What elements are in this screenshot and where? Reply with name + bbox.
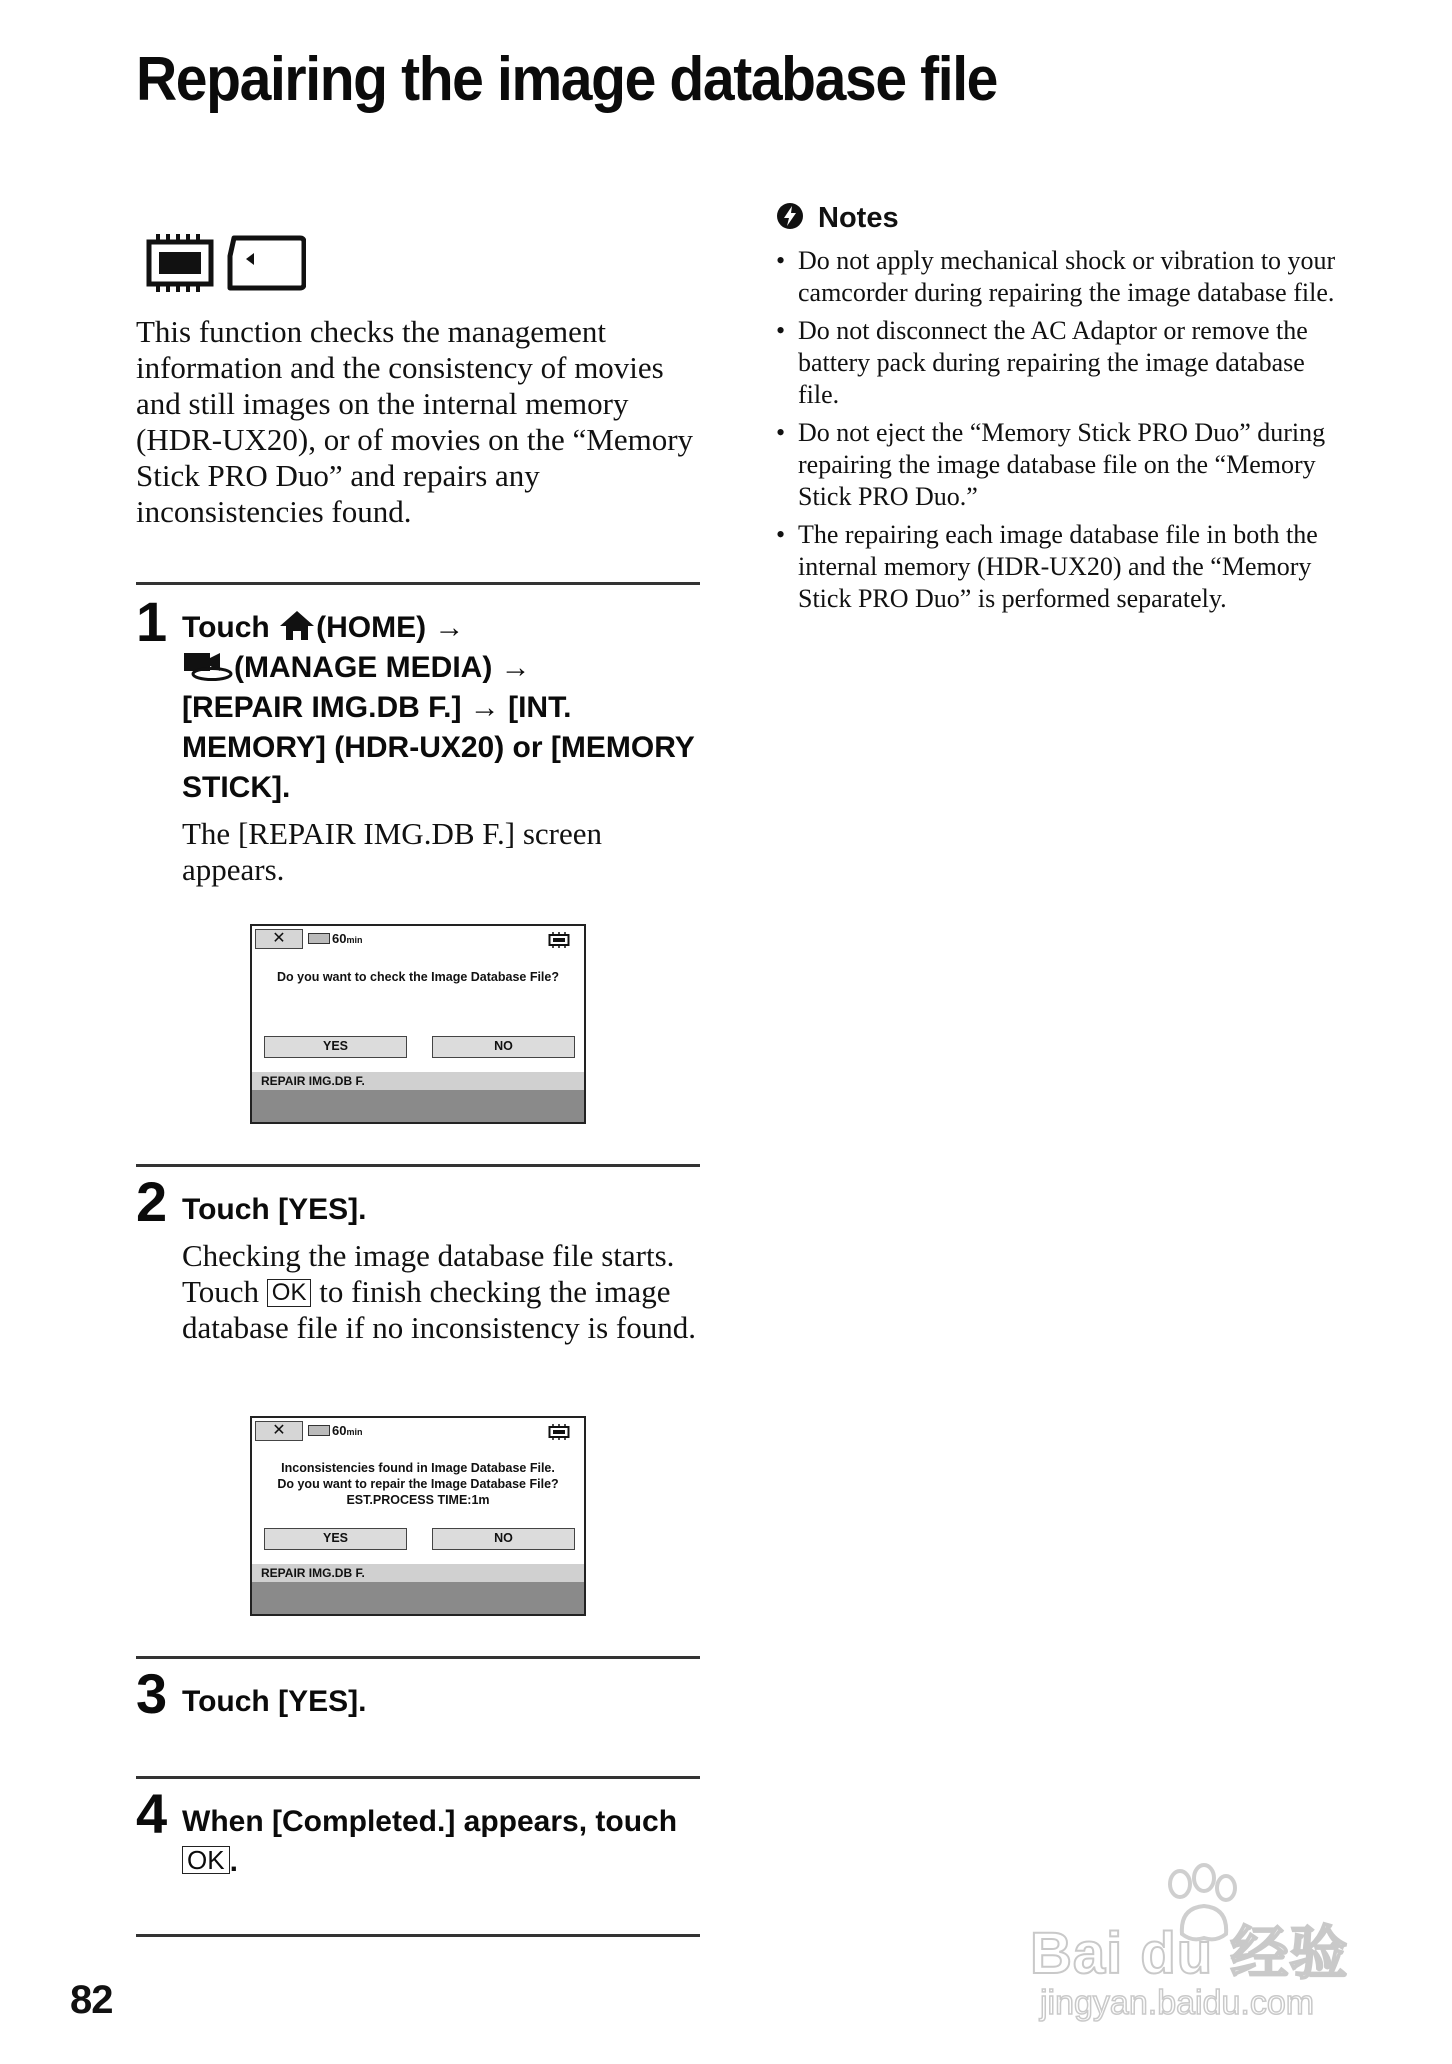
battery-icon [308, 1425, 330, 1436]
menu-title-bar: REPAIR IMG.DB F. [252, 1564, 584, 1582]
home-icon [278, 609, 316, 641]
screen-message: Do you want to check the Image Database File? [276, 970, 559, 984]
step-4-number: 4 [136, 1782, 168, 1845]
note-item: • Do not disconnect the AC Adaptor or remove the battery pack during repairing the image database file. [776, 315, 1342, 411]
step-1-number: 1 [136, 590, 168, 653]
step-1-instruction [182, 608, 702, 808]
yes-button[interactable]: YES [264, 1528, 407, 1550]
screen-message-line-1: Inconsistencies found in Image Database File. [281, 1461, 555, 1475]
page-title: Repairing the image database file [136, 45, 998, 114]
notes-heading [776, 200, 899, 236]
battery-icon [308, 933, 330, 944]
page-number: 82 [70, 1978, 113, 2022]
step-2-heading: Touch [YES]. [182, 1193, 367, 1226]
step-2-body [182, 1238, 712, 1346]
close-button[interactable]: ✕ [255, 1421, 303, 1441]
step-1-home: (HOME) → [316, 611, 465, 644]
camcorder-screen-repair [250, 1416, 586, 1616]
battery-unit: min [346, 935, 363, 945]
step-3-number: 3 [136, 1662, 168, 1725]
battery-minutes: 60 [332, 1423, 347, 1438]
ok-button-glyph: OK [267, 1279, 312, 1307]
internal-memory-icon [548, 932, 570, 948]
step-2-body-a: Checking the image database file starts. Touch [182, 1238, 675, 1309]
step-3 [182, 1682, 702, 1722]
notes-warning-icon [776, 202, 804, 230]
manage-media-icon [182, 649, 234, 681]
step-divider [136, 582, 700, 585]
step-divider [136, 1776, 700, 1779]
step-4 [182, 1802, 702, 1882]
media-icons [146, 232, 306, 294]
screen-footer [252, 1582, 584, 1614]
screen-message-line-2: Do you want to repair the Image Database File? [277, 1477, 559, 1491]
step-divider [136, 1164, 700, 1167]
step-2-body-b: to finish checking the image database file if no inconsistency is found. [182, 1274, 696, 1345]
step-2 [182, 1190, 712, 1346]
screen-footer [252, 1090, 584, 1122]
battery-remaining [332, 1423, 362, 1438]
step-1-rest: [REPAIR IMG.DB F.] → [INT. MEMORY] (HDR-UX20) or [MEMORY STICK]. [182, 691, 695, 804]
note-item: • Do not eject the “Memory Stick PRO Duo” during repairing the image database file on the “Memory Stick PRO Duo.” [776, 417, 1342, 513]
no-button[interactable]: NO [432, 1036, 575, 1058]
step-1-body: The [REPAIR IMG.DB F.] screen appears. [182, 816, 602, 887]
battery-remaining [332, 931, 362, 946]
note-item: • Do not apply mechanical shock or vibration to your camcorder during repairing the image database file. [776, 245, 1342, 309]
step-1 [182, 608, 702, 888]
step-1-manage: (MANAGE MEDIA) → [234, 651, 531, 684]
no-button[interactable]: NO [432, 1528, 575, 1550]
camcorder-screen-check [250, 924, 586, 1124]
watermark-brand: Bai du 经验 [1030, 1921, 1349, 1986]
step-4-head-a: When [Completed.] appears, touch [182, 1805, 678, 1838]
close-button[interactable]: ✕ [255, 929, 303, 949]
step-divider [136, 1934, 700, 1937]
ok-button-glyph: OK [182, 1846, 230, 1874]
step-divider [136, 1656, 700, 1659]
baidu-watermark [1030, 1848, 1370, 2024]
notes-list [776, 245, 1342, 621]
notes-title: Notes [818, 202, 899, 234]
step-1-touch: Touch [182, 611, 270, 644]
internal-memory-icon [146, 232, 306, 294]
screen-message-line-3: EST.PROCESS TIME:1m [346, 1493, 490, 1507]
yes-button[interactable]: YES [264, 1036, 407, 1058]
battery-minutes: 60 [332, 931, 347, 946]
step-3-heading: Touch [YES]. [182, 1685, 367, 1718]
step-4-head-b: . [229, 1845, 238, 1878]
step-4-heading [182, 1802, 702, 1882]
battery-unit: min [346, 1427, 363, 1437]
menu-title-bar: REPAIR IMG.DB F. [252, 1072, 584, 1090]
note-item: • The repairing each image database file in both the internal memory (HDR-UX20) and the “Memory Stick PRO Duo” is performed separately. [776, 519, 1342, 615]
watermark-site: jingyan.baidu.com [1040, 1984, 1315, 2022]
internal-memory-icon [548, 1424, 570, 1440]
intro-paragraph: This function checks the management information and the consistency of movies and still images on the internal memory (HDR-UX20), or of movies on the “Memory Stick PRO Duo” and repairs any inconsistencies found. [136, 314, 694, 529]
step-2-number: 2 [136, 1170, 168, 1233]
